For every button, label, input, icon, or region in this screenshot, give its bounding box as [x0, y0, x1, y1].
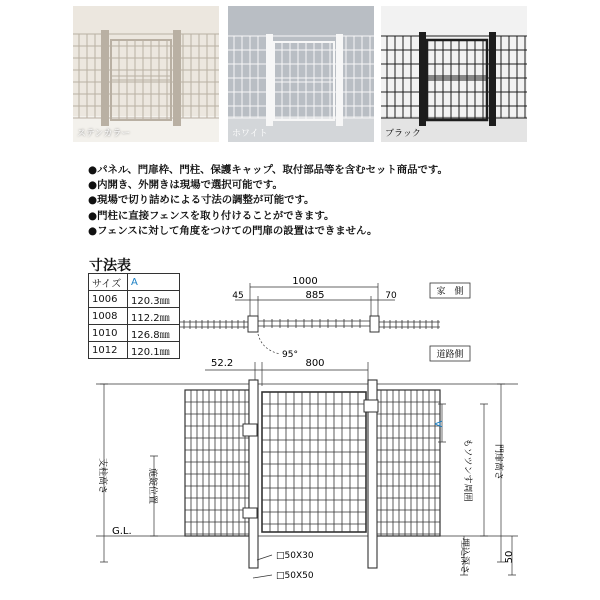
plan-post-right: [370, 316, 379, 332]
label-lock-position: 施錠位置: [147, 467, 157, 505]
plan-dim-total: 1000: [292, 276, 318, 287]
label-gl: G.L.: [112, 526, 132, 537]
feature-item: ●内開き、外開きは現場で選択可能です。: [88, 179, 283, 192]
table-cell-size: 1010: [89, 325, 128, 342]
gate-post-left: [249, 380, 258, 568]
table-cell-size: 1012: [89, 342, 128, 359]
table-header-size: サイズ: [89, 274, 128, 291]
label-road-side: 道路側: [436, 350, 464, 360]
label-house-side: 家 側: [436, 287, 464, 297]
plan-dim-left: 45: [232, 291, 244, 301]
post-size-large: □50X50: [276, 571, 314, 581]
label-post-height: 支柱高さ: [97, 457, 107, 495]
plan-dim-right: 70: [385, 291, 397, 301]
plan-post-left: [248, 316, 258, 332]
elevation-dimension-lines: [96, 362, 518, 575]
label-gate-height: 門扉高さ: [493, 443, 503, 481]
plan-dim-mid: 885: [305, 290, 325, 301]
plan-fence-panels: [180, 319, 440, 329]
table-cell-size: 1008: [89, 308, 128, 325]
table-cell-a: 112.2㎜: [128, 308, 180, 325]
feature-item: ●現場で切り詰めによる寸法の調整が可能です。: [88, 194, 315, 207]
elev-dim-width: 800: [305, 358, 325, 369]
hinge-icon: [243, 424, 257, 436]
photo-caption-stainless: ステンカラー: [77, 129, 131, 139]
fence-panel-left: [185, 390, 249, 536]
latch-icon: [364, 400, 378, 412]
photo-caption-white: ホワイト: [232, 129, 268, 139]
gate-door: [243, 392, 378, 532]
elev-dim-small: 52.2: [211, 358, 234, 369]
label-gap: もソツンす周囲: [462, 438, 472, 502]
dimension-table-title: 寸法表: [89, 258, 131, 274]
table-cell-a: 126.8㎜: [128, 325, 180, 342]
table-cell-size: 1006: [89, 291, 128, 308]
feature-item: ●フェンスに対して角度をつけての門扉の設置はできません。: [88, 224, 378, 237]
plan-angle: 95°: [282, 350, 298, 360]
elev-label-a: A: [434, 420, 445, 428]
table-cell-a: 120.3㎜: [128, 291, 180, 308]
label-embed-depth: 埋込深さ: [459, 537, 469, 575]
plan-swing-arc: [258, 334, 280, 354]
fence-panel-right: [375, 390, 440, 536]
post-size-small: □50X30: [276, 551, 314, 561]
hinge-icon: [243, 508, 257, 518]
table-cell-a: 120.1㎜: [128, 342, 180, 359]
feature-item: ●門柱に直接フェンスを取り付けることができます。: [88, 209, 335, 222]
table-header-a: A: [128, 274, 180, 291]
dim-embed-50: 50: [504, 550, 515, 564]
feature-item: ●パネル、門扉枠、門柱、保護キャップ、取付部品等を含むセット商品です。: [88, 164, 448, 176]
photo-caption-black: ブラック: [385, 129, 421, 139]
